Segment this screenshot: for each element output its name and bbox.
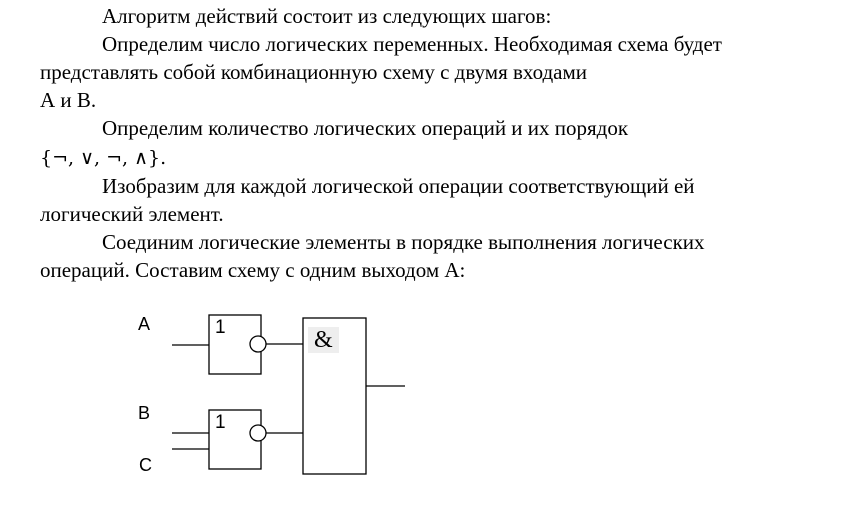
text-line-7: Изобразим для каждой логической операции соответствующий ей [102,174,695,198]
operations-set: {¬, ∨, ¬, ∧}. [40,147,167,169]
input-label-a: A [138,314,151,334]
text-line-8: логический элемент. [40,202,224,226]
text-line-9: Соединим логические элементы в порядке выполнения логических [102,230,705,254]
input-label-c: C [139,455,152,475]
text-line-10: операций. Составим схему с одним выходом А: [40,258,466,282]
and-gate-symbol: & [308,327,339,353]
or-gate-2-symbol: 1 [215,412,226,433]
text-line-4: А и В. [40,88,97,112]
text-line-1: Алгоритм действий состоит из следующих шагов: [102,4,552,28]
text-line-5: Определим количество логических операций и их порядок [102,116,629,140]
or-gate-1-symbol: 1 [215,317,226,338]
inverter-bubble-2 [250,425,266,441]
inverter-bubble-1 [250,336,266,352]
text-line-3: представлять собой комбинационную схему с двумя входами [40,60,588,84]
input-label-b: B [138,403,151,423]
text-line-2: Определим число логических переменных. Необходимая схема будет [102,32,722,56]
